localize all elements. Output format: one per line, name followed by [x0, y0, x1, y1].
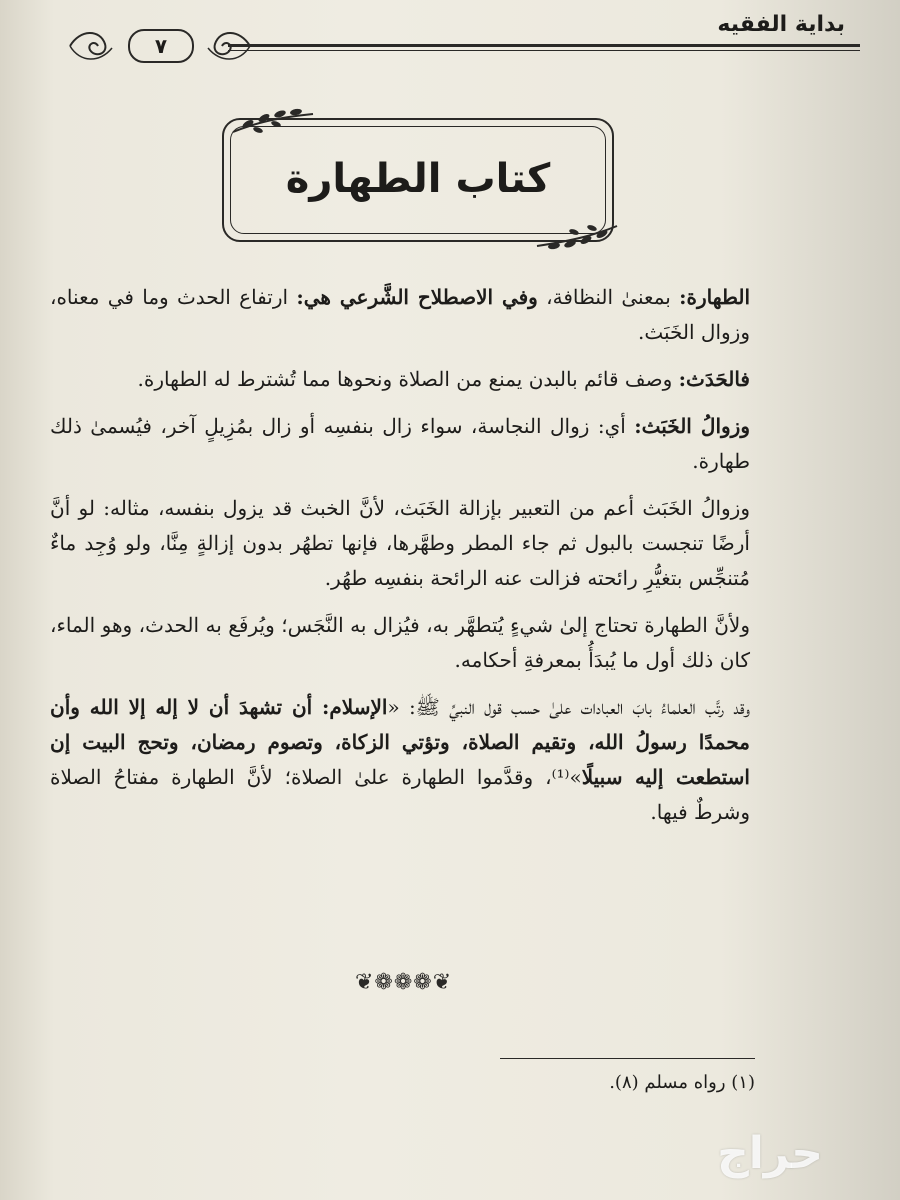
- running-header-title: بداية الفقيه: [717, 12, 845, 37]
- paragraph-text: أي: زوال النجاسة، سواء زال بنفسِه أو زال بمُزِيلٍ آخر، فيُسمىٰ ذلك طهارة.: [50, 414, 750, 473]
- hadith-quote: الإسلام: أن تشهدَ أن لا إله إلا الله وأن محمدًا رسولُ الله، وتقيم الصلاة، وتؤتي الزكاة، وتصوم رمضان، وتحج البيت إن استطعت إليه سبيلًا: [50, 695, 750, 789]
- paragraph-text: وزوالُ الخَبَث أعم من التعبير بإزالة الخَبَث، لأنَّ الخبث قد يزول بنفسه، مثاله: لو أنَّ أرضًا تنجست بالبول ثم جاء المطر وطهَّرها، فإنها تطهُر بدون إزالةٍ مِنَّا، ولو وُجِد ماءٌ مُتنجِّس بتغيُّرِ رائحته فزالت عنه الرائحة بنفسِه طهُر.: [50, 496, 750, 590]
- paragraph-definition: [50, 280, 750, 350]
- vine-ornament-icon: [532, 220, 622, 254]
- paragraph-text: ارتفاع الحدث وما في معناه، وزوال الخَبَث.: [50, 285, 750, 344]
- paragraph-hadath: [50, 362, 750, 397]
- footnote: (١) رواه مسلم (٨).: [609, 1072, 755, 1093]
- paragraph-text: ولأنَّ الطهارة تحتاج إلىٰ شيءٍ يُتطهَّر به، فيُزال به النَّجَس؛ ويُرفَع به الحدث، وهو الماء، كان ذلك أول ما يُبدَأُ بمعرفةِ أحكامه.: [50, 613, 750, 672]
- term-istilah: وفي الاصطلاح الشَّرعي هي:: [296, 285, 538, 309]
- watermark-logo: حراج: [717, 1128, 823, 1179]
- vine-ornament-icon: [228, 104, 318, 138]
- paragraph-text: وقد رتَّب العلماءُ بابَ العبادات علىٰ حسب قول النبيِّ ﷺ: «: [387, 695, 751, 719]
- paragraph-text: بمعنىٰ النظافة،: [537, 285, 680, 309]
- page-number: ٧: [128, 29, 194, 63]
- paragraph-khabath: [50, 409, 750, 479]
- header-rule: [228, 44, 860, 51]
- body-text: [50, 280, 750, 842]
- paragraph-water: [50, 608, 750, 678]
- paragraph-text: »⁽¹⁾، وقدَّموا الطهارة علىٰ الصلاة؛ لأنَّ الطهارة مفتاحُ الصلاة وشرطٌ فيها.: [50, 765, 750, 824]
- term-taharah: الطهارة:: [679, 285, 751, 309]
- section-divider-ornament: ❦❁❁❁❦: [355, 970, 453, 995]
- term-hadath: فالحَدَث:: [678, 367, 750, 391]
- paragraph-hadith: [50, 690, 750, 830]
- footnote-rule: [500, 1058, 755, 1059]
- paragraph-example: [50, 491, 750, 596]
- paragraph-text: وصف قائم بالبدن يمنع من الصلاة ونحوها مما تُشترط له الطهارة.: [137, 367, 679, 391]
- chapter-title: كتاب الطهارة: [285, 156, 551, 202]
- term-khabath: وزوالُ الخَبَث:: [634, 414, 750, 438]
